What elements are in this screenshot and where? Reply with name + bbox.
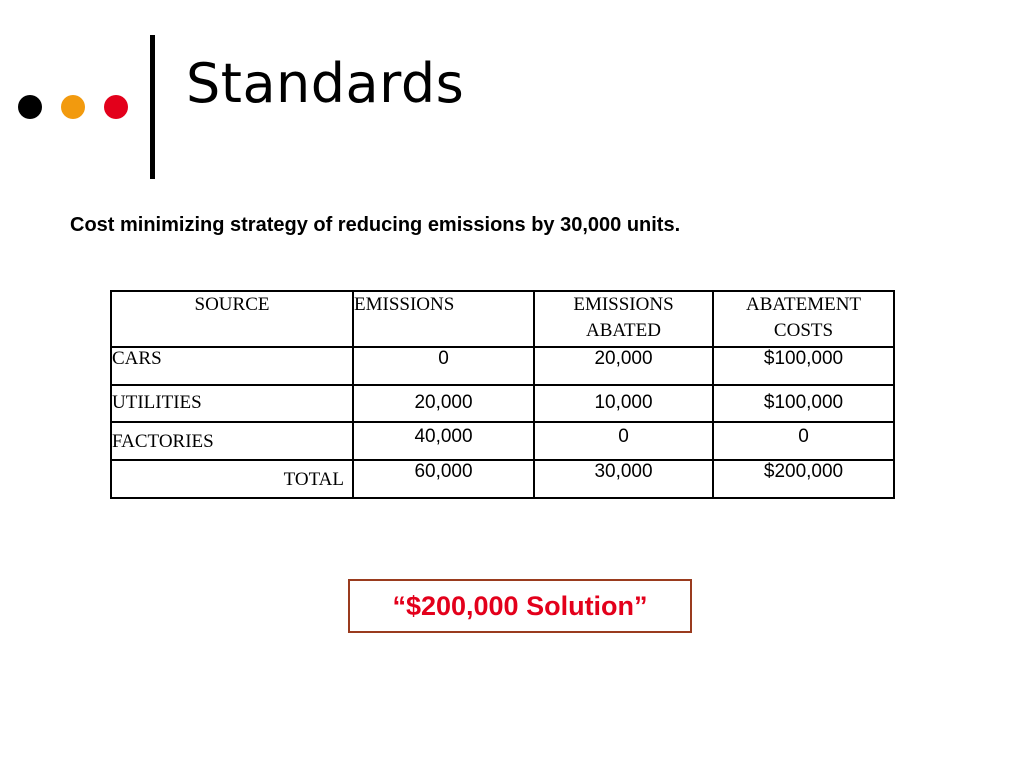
header-emissions-abated <box>534 291 713 347</box>
cell-abated-total: 30,000 <box>534 460 713 498</box>
slide-title: Standards <box>186 52 465 115</box>
table-row <box>111 347 894 385</box>
cell-abated: 20,000 <box>534 347 713 385</box>
standards-table <box>110 290 895 499</box>
header-abatement-costs-line2: COSTS <box>773 320 834 341</box>
header-abatement-costs <box>713 291 894 347</box>
cell-emissions: 0 <box>353 347 534 385</box>
bullet-dot-red <box>104 95 128 119</box>
cell-emissions: 20,000 <box>353 385 534 422</box>
bullet-dot-orange <box>61 95 85 119</box>
table-header-row <box>111 291 894 347</box>
header-source: SOURCE <box>111 291 353 347</box>
title-divider <box>150 35 155 179</box>
cell-abated: 10,000 <box>534 385 713 422</box>
cell-source: FACTORIES <box>111 422 353 460</box>
cell-costs: $100,000 <box>713 347 894 385</box>
cell-costs: $100,000 <box>713 385 894 422</box>
table-row <box>111 385 894 422</box>
solution-callout: “$200,000 Solution” <box>348 579 692 633</box>
slide-subtitle: Cost minimizing strategy of reducing emissions by 30,000 units. <box>70 214 681 236</box>
header-emissions-abated-line1: EMISSIONS <box>573 294 674 315</box>
cell-source-total: TOTAL <box>111 460 353 498</box>
cell-source: UTILITIES <box>111 385 353 422</box>
cell-costs-total: $200,000 <box>713 460 894 498</box>
table-total-row <box>111 460 894 498</box>
cell-emissions-total: 60,000 <box>353 460 534 498</box>
header-emissions-abated-line2: ABATED <box>586 320 661 341</box>
header-abatement-costs-line1: ABATEMENT <box>745 294 862 315</box>
header-emissions: EMISSIONS <box>353 291 534 347</box>
cell-costs: 0 <box>713 422 894 460</box>
cell-emissions: 40,000 <box>353 422 534 460</box>
bullet-dot-black <box>18 95 42 119</box>
cell-source: CARS <box>111 347 353 385</box>
cell-abated: 0 <box>534 422 713 460</box>
table-row <box>111 422 894 460</box>
